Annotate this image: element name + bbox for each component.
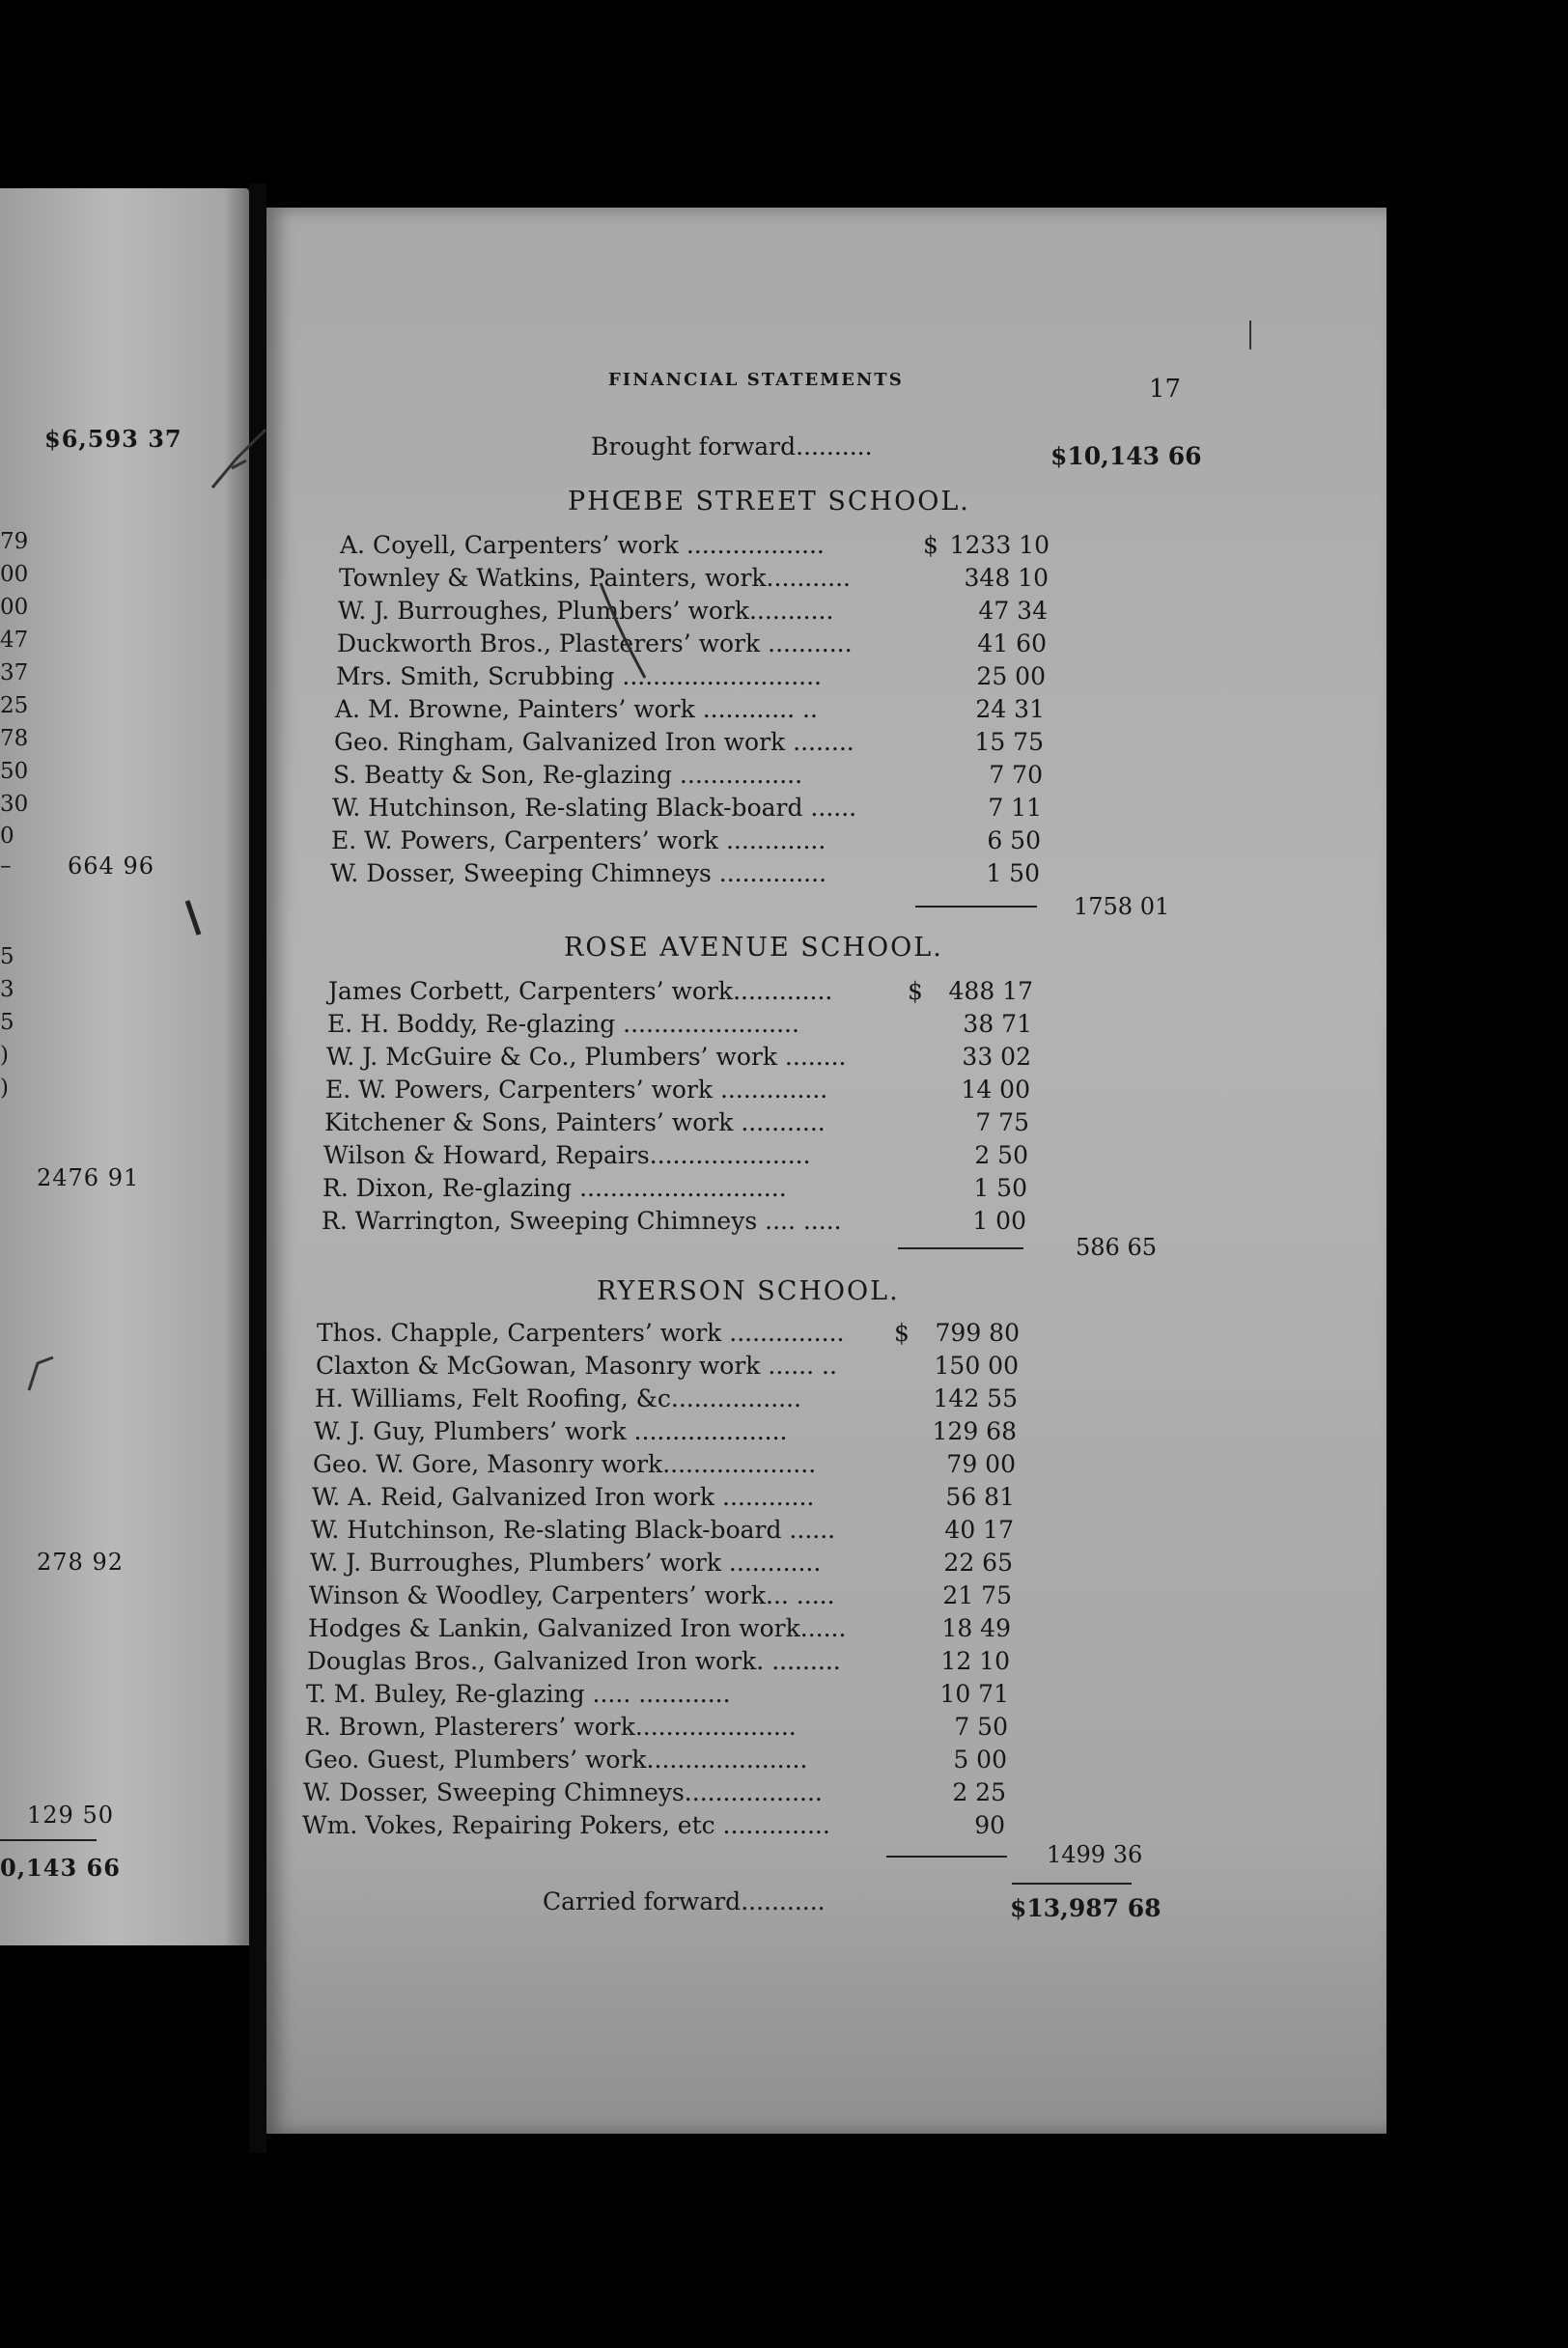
entry-amount: 40 17	[944, 1516, 1014, 1544]
payee-name: A. M. Browne, Painters’ work ............ ..	[335, 695, 818, 723]
ledger-entry	[313, 1450, 1022, 1483]
ledger-entry	[331, 826, 1041, 859]
entry-amount: 15 75	[974, 728, 1044, 756]
payee-name: Mrs. Smith, Scrubbing ..........................	[336, 662, 822, 690]
payee-name: R. Warrington, Sweeping Chimneys .... .....	[322, 1207, 842, 1235]
payee-name: H. Williams, Felt Roofing, &c.................	[315, 1384, 801, 1412]
left-page-amount: 664 96	[68, 853, 154, 880]
ledger-entry	[322, 1207, 1031, 1240]
entry-amount: 33 02	[962, 1043, 1031, 1071]
left-page-fragment: 5	[0, 1010, 14, 1035]
left-page-amount: $6,593 37	[44, 425, 182, 453]
ledger-entry	[307, 1647, 1017, 1680]
entry-amount: 18 49	[941, 1614, 1011, 1642]
ledger-entry	[340, 531, 1050, 564]
left-page-amount: 129 50	[27, 1802, 114, 1829]
pencil-mark-icon	[24, 1352, 58, 1395]
payee-name: Geo. W. Gore, Masonry work....................	[313, 1450, 817, 1478]
page-header: FINANCIAL STATEMENTS	[608, 370, 904, 390]
entry-amount: 5 00	[953, 1746, 1007, 1774]
section-title: RYERSON SCHOOL.	[597, 1276, 900, 1306]
ledger-entry	[335, 695, 1045, 728]
entry-amount: 1233 10	[949, 531, 1050, 559]
ledger-entry	[308, 1614, 1018, 1647]
payee-name: W. A. Reid, Galvanized Iron work ............	[312, 1483, 815, 1511]
payee-name: W. Hutchinson, Re-slating Black-board ......	[311, 1516, 836, 1544]
payee-name: Wilson & Howard, Repairs.....................	[323, 1141, 811, 1169]
entry-amount: 7 50	[954, 1713, 1008, 1741]
ledger-entry	[317, 1319, 1026, 1352]
payee-name: E. W. Powers, Carpenters’ work ..............	[325, 1076, 828, 1104]
payee-name: Douglas Bros., Galvanized Iron work. .........	[307, 1647, 841, 1675]
section-title: ROSE AVENUE SCHOOL.	[564, 933, 943, 963]
payee-name: Geo. Ringham, Galvanized Iron work ........	[334, 728, 854, 756]
ledger-entry	[310, 1549, 1020, 1581]
ledger-entry	[333, 761, 1043, 794]
entry-amount: 90	[974, 1811, 1005, 1839]
carried-forward-amount: $13,987 68	[1010, 1894, 1162, 1922]
payee-name: Thos. Chapple, Carpenters’ work ...............	[317, 1319, 845, 1347]
dollar-sign: $	[908, 977, 923, 1005]
ledger-entry	[309, 1581, 1019, 1614]
section-total: 586 65	[1076, 1234, 1157, 1261]
carried-forward-label: Carried forward...........	[543, 1887, 826, 1915]
left-page-fragment: 47	[0, 628, 29, 653]
ledger-entry	[332, 794, 1042, 826]
left-page-fragment: )	[0, 1043, 9, 1068]
entry-amount: 1 00	[972, 1207, 1026, 1235]
left-page-fragment: 79	[0, 529, 29, 554]
ledger-entry	[339, 564, 1049, 597]
ledger-entry	[334, 728, 1044, 761]
left-page-fragment: 00	[0, 562, 29, 587]
payee-name: T. M. Buley, Re-glazing ..... ............	[306, 1680, 731, 1708]
payee-name: James Corbett, Carpenters’ work.............	[328, 977, 833, 1005]
left-page-amount: 0,143 66	[0, 1854, 121, 1882]
left-page-fragment: 30	[0, 792, 29, 817]
ledger-entry	[306, 1680, 1016, 1713]
entry-amount: 150 00	[934, 1352, 1019, 1380]
entry-amount: 38 71	[963, 1010, 1032, 1038]
entry-amount: 7 70	[989, 761, 1043, 789]
payee-name: Townley & Watkins, Painters, work...........	[339, 564, 851, 592]
entry-amount: 2 25	[952, 1778, 1006, 1806]
left-page-fragment: 37	[0, 660, 29, 685]
subtotal-rule	[886, 1856, 1007, 1858]
pencil-mark-icon	[208, 420, 285, 497]
payee-name: S. Beatty & Son, Re-glazing ................	[333, 761, 803, 789]
entry-amount: 24 31	[975, 695, 1045, 723]
payee-name: W. J. Guy, Plumbers’ work ....................	[314, 1417, 788, 1445]
payee-name: Duckworth Bros., Plasterers’ work ...........	[337, 629, 853, 657]
subtotal-rule	[898, 1247, 1023, 1249]
ledger-entry	[337, 629, 1047, 662]
ledger-entry	[324, 1108, 1034, 1141]
entry-amount: 142 55	[933, 1384, 1018, 1412]
ledger-entry	[322, 1174, 1032, 1207]
left-page-fragment: 50	[0, 759, 29, 784]
section-title: PHŒBE STREET SCHOOL.	[568, 487, 970, 517]
payee-name: A. Coyell, Carpenters’ work ..................	[340, 531, 825, 559]
left-page-fragment: 00	[0, 595, 29, 620]
payee-name: Hodges & Lankin, Galvanized Iron work......	[308, 1614, 847, 1642]
section-total: 1758 01	[1074, 893, 1170, 920]
ledger-entry	[305, 1713, 1015, 1746]
payee-name: W. J. Burroughes, Plumbers’ work ............	[310, 1549, 822, 1577]
entry-amount: 6 50	[987, 826, 1041, 854]
pencil-mark-icon	[183, 898, 212, 941]
payee-name: E. W. Powers, Carpenters’ work .............	[331, 826, 826, 854]
ledger-entry	[326, 1043, 1036, 1076]
payee-name: Geo. Guest, Plumbers’ work.....................	[304, 1746, 808, 1774]
entry-amount: 56 81	[945, 1483, 1015, 1511]
entry-amount: 2 50	[974, 1141, 1028, 1169]
ledger-entry	[338, 597, 1048, 629]
left-page-fragment: )	[0, 1076, 9, 1101]
entry-amount: 129 68	[932, 1417, 1017, 1445]
total-rule	[1012, 1883, 1132, 1885]
payee-name: W. Dosser, Sweeping Chimneys..................	[303, 1778, 823, 1806]
ledger-entry	[325, 1076, 1035, 1108]
left-page-rule	[0, 1839, 97, 1841]
ledger-entry	[315, 1384, 1024, 1417]
ledger-entry	[312, 1483, 1022, 1516]
entry-amount: 22 65	[943, 1549, 1013, 1577]
pencil-tick-icon	[589, 579, 666, 685]
payee-name: W. Hutchinson, Re-slating Black-board ......	[332, 794, 857, 822]
payee-name: W. J. Burroughes, Plumbers’ work...........	[338, 597, 834, 625]
entry-amount: 14 00	[961, 1076, 1030, 1104]
ledger-entry	[316, 1352, 1025, 1384]
left-page-fragment: 78	[0, 726, 29, 751]
entry-amount: 21 75	[942, 1581, 1012, 1609]
section-total: 1499 36	[1047, 1841, 1143, 1868]
payee-name: E. H. Boddy, Re-glazing .......................	[327, 1010, 799, 1038]
entry-amount: 79 00	[946, 1450, 1016, 1478]
entry-amount: 7 75	[975, 1108, 1029, 1136]
payee-name: W. Dosser, Sweeping Chimneys ..............	[330, 859, 827, 887]
ledger-entry	[336, 662, 1046, 695]
ledger-entry	[330, 859, 1040, 892]
entry-amount: 7 11	[988, 794, 1042, 822]
payee-name: Kitchener & Sons, Painters’ work ...........	[324, 1108, 826, 1136]
entry-amount: 348 10	[964, 564, 1049, 592]
left-page-fragment: 3	[0, 977, 14, 1002]
left-page-fragment: 25	[0, 693, 29, 718]
left-page-fragment: 0	[0, 824, 14, 849]
brought-forward-label: Brought forward..........	[591, 433, 873, 461]
left-page-amount: 278 92	[37, 1549, 124, 1576]
payee-name: Winson & Woodley, Carpenters’ work... .....	[309, 1581, 835, 1609]
brought-forward-amount: $10,143 66	[1050, 442, 1202, 470]
ledger-entry	[303, 1778, 1013, 1811]
entry-amount: 1 50	[986, 859, 1040, 887]
subtotal-rule	[915, 906, 1037, 908]
payee-name: W. J. McGuire & Co., Plumbers’ work ........	[326, 1043, 847, 1071]
entry-amount: 1 50	[973, 1174, 1027, 1202]
entry-amount: 488 17	[948, 977, 1033, 1005]
pencil-tick-icon	[1246, 319, 1255, 353]
entry-amount: 799 80	[935, 1319, 1020, 1347]
ledger-entry	[323, 1141, 1033, 1174]
payee-name: Claxton & McGowan, Masonry work ...... ..	[316, 1352, 837, 1380]
dollar-sign: $	[923, 531, 938, 559]
ledger-entry	[302, 1811, 1012, 1844]
payee-name: R. Dixon, Re-glazing ...........................	[322, 1174, 787, 1202]
entry-amount: 12 10	[940, 1647, 1010, 1675]
left-page-fragment: 5	[0, 944, 14, 969]
ledger-entry	[304, 1746, 1014, 1778]
entry-amount: 41 60	[977, 629, 1047, 657]
ledger-entry	[314, 1417, 1023, 1450]
ledger-entry	[327, 1010, 1037, 1043]
entry-amount: 47 34	[978, 597, 1048, 625]
entry-amount: 10 71	[939, 1680, 1009, 1708]
dollar-sign: $	[894, 1319, 910, 1347]
ledger-entry	[328, 977, 1038, 1010]
payee-name: Wm. Vokes, Repairing Pokers, etc ..............	[302, 1811, 830, 1839]
entry-amount: 25 00	[976, 662, 1046, 690]
page-number: 17	[1149, 375, 1182, 404]
left-page-amount: 2476 91	[37, 1164, 140, 1191]
ledger-entry	[311, 1516, 1021, 1549]
left-page-fragment: –	[0, 853, 12, 879]
payee-name: R. Brown, Plasterers’ work.....................	[305, 1713, 797, 1741]
